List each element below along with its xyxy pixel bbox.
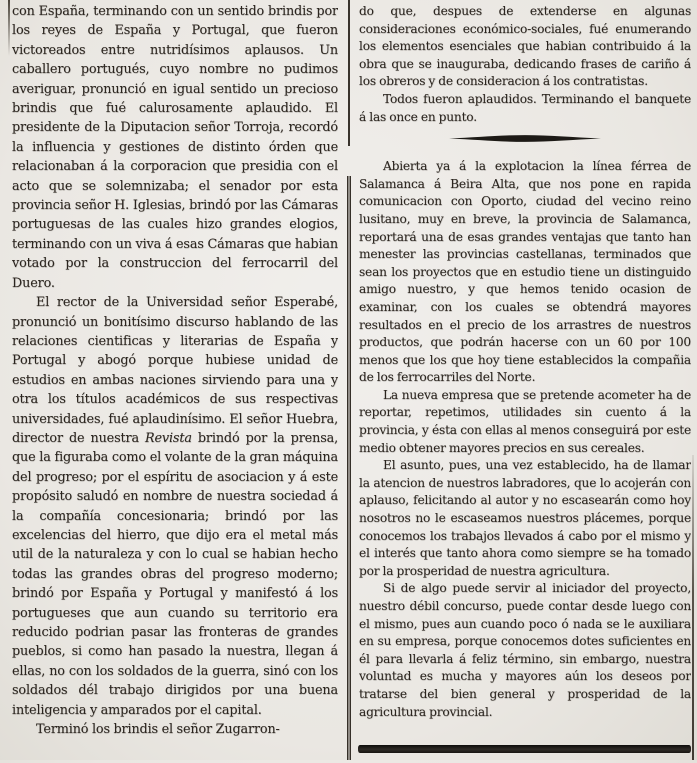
left-paragraph-continuation: con España, terminando con un sentido brindis por los reyes de España y Portugal, que fueron victoreados entre nutridísimos aplausos. Un caballero portugués, cuyo nombre no pudimos averiguar, pronunció en igual sentido un precioso brindis que fué calurosamente aplaudido. El presidente de la Diputacion señor Torroja, recordó la influencia y gestiones de distinto órden que relacionaban á la corporacion que presidia con el acto que se solemnizaba; el senador por esta provincia señor H. Iglesias, brindó por las Cámaras portuguesas de las cuales hizo grandes elogios, terminando con un viva á esas Cámaras que habian votado por la construccion del ferrocarril del Duero.	[12, 4, 338, 291]
italic-revista-title: Revista	[145, 430, 192, 446]
right-edge-rule	[692, 455, 694, 760]
right-paragraph-railway: Abierta ya á la explotacion la línea férrea de Salamanca á Beira Alta, que nos pone en rapida comunicacion con Oporto, ciudad del vecino reino lusitano, muy en breve, la provincia de Salamanca, reportará una de esas grandes ventajas que tanto han menester las provincias castellanas, terminados que sean los proyectos que en estudio tiene un distinguido amigo nuestro, y que hemos tenido ocasion de examinar, con los cuales se obtendrá mayores resultados en el precio de los arrastres de nuestros productos, que podrán hacerse con un 60 por 100 menos que los que hoy tiene establecidos la compañia de los ferrocarriles del Norte.	[359, 159, 691, 385]
right-paragraph-applauded: Todos fueron aplaudidos. Terminando el banquete á las once en punto.	[359, 91, 691, 124]
left-paragraph-last-line: Terminó los brindis el señor Zugarron-	[36, 722, 280, 738]
right-paragraph-iniciador: Si de algo puede servir al iniciador del proyecto, nuestro débil concurso, puede contar desde luego con el mismo, pues aun cuando poco ó nada se le auxiliara en su empresa, porque conocemos dotes suficientes en él para llevarla á feliz término, sin embargo, nuestra voluntad es mucha y mayores aún los deseos por tratarse del bien general y prosperidad de la agricultura provincial.	[359, 581, 691, 719]
column-divider-rule-top	[348, 0, 350, 146]
paragraph-text: brindó por la prensa, que la figuraba como el volante de la gran máquina del progreso; por el espíritu de asociacion y á este propósito saludó en nombre de nuestra sociedad á la compañía concesionaria; brindó por las excelencias del hierro, que dijo era el metal más util de la naturaleza y con lo cual se habian hecho todas las grandes obras del progreso moderno; brindó por España y Portugal y manifestó á los portugueses que aun cuando su territorio era reducido podrian pasar las fronteras de grandes pueblos, si como han pasado la nuestra, llegan á ellas, no con los soldados de la guerra, sinó con los soldados dél trabajo dirigidos por una buena inteligencia y amparados por el capital.	[12, 430, 338, 718]
right-paragraph-empresa: La nueva empresa que se pretende acometer ha de reportar, repetimos, utilidades sin cuento á la provincia, y ésta con ellas al menos conseguirá por este medio obtener mayores precios en sus cereales.	[359, 387, 691, 455]
left-edge-rule-fragment	[8, 0, 10, 56]
right-paragraph-asunto: El asunto, pues, una vez establecido, ha de llamar la atencion de nuestros labradores, que lo acojerán con aplauso, felicitando al autor y no escasearán como hoy nosotros no le escaseamos nuestros plácemes, porque conocemos los trabajos llevados á cabo por el mismo y el interés que tanto ahora como siempre se ha tomado por la prosperidad de nuestra agricultura.	[359, 458, 691, 578]
bottom-heavy-rule	[358, 745, 691, 753]
column-divider-rule-bottom	[347, 176, 351, 760]
section-separator	[359, 134, 691, 143]
paragraph-text: El rector de la Universidad señor Esperabé, pronunció un bonitísimo discurso hablando de las relaciones cientificas y literarias de España y Portugal y abogó porque hubiese unidad de estudios en ambas naciones sirviendo para una y otra los títulos académicos de sus respectivas universidades, fué aplaudinísimo. El señor Huebra, director de nuestra	[12, 295, 338, 446]
right-column	[359, 0, 691, 763]
right-paragraph-continuation: do que, despues de extenderse en algunas consideraciones económico-sociales, fué enumerando los elementos esenciales que habian contribuido á la obra que se inauguraba, dedicando frases de cariño á los obreros y de consideracion á los contratistas.	[359, 4, 691, 89]
left-paragraph-rector	[12, 293, 338, 720]
swelled-rule-icon	[449, 134, 601, 143]
left-column	[12, 0, 338, 762]
